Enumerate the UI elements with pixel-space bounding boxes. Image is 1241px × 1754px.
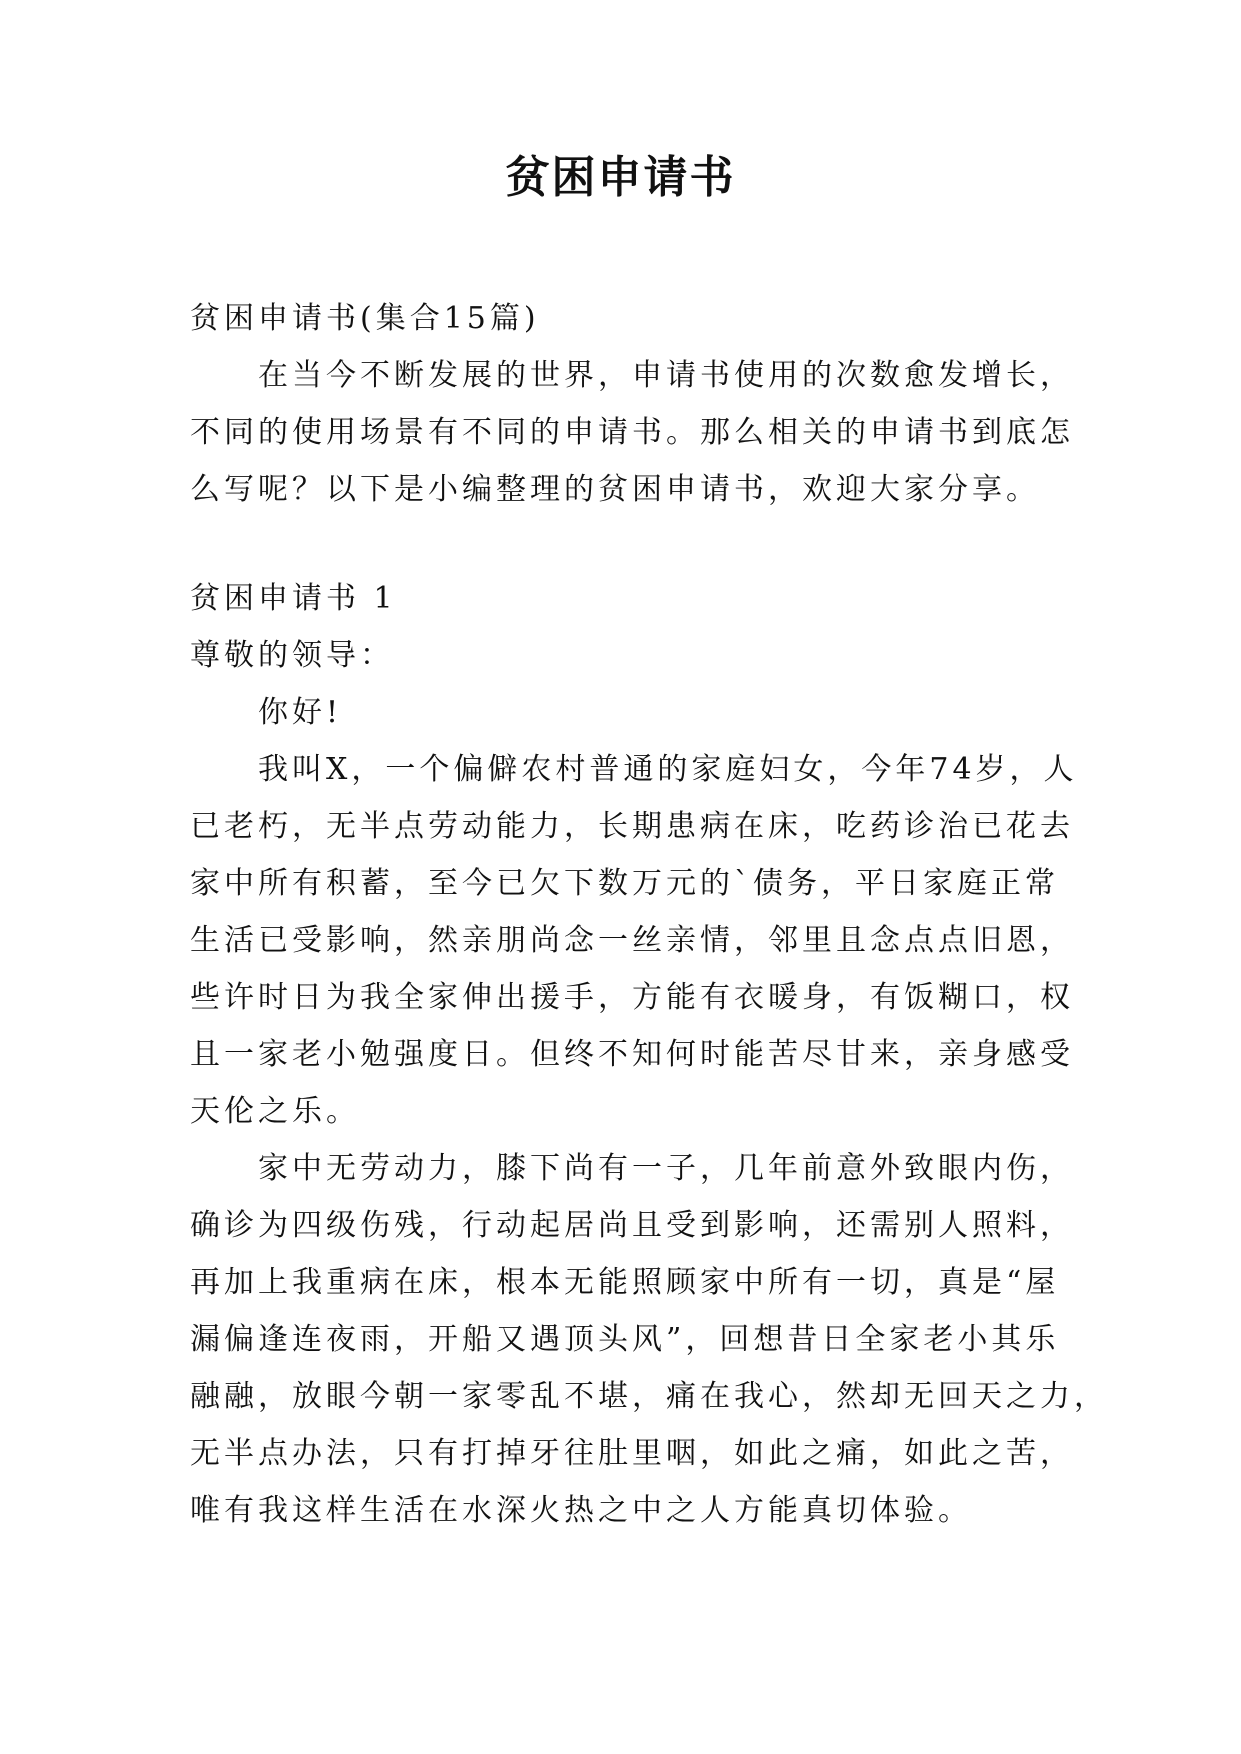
paragraph-line: 且一家老小勉强度日。但终不知何时能苦尽甘来，亲身感受 [190, 1037, 1074, 1072]
paragraph-line: 融融，放眼今朝一家零乱不堪，痛在我心，然却无回天之力， [190, 1379, 1108, 1414]
intro-line: 么写呢？以下是小编整理的贫困申请书，欢迎大家分享。 [190, 472, 1040, 507]
document-body [190, 290, 1108, 1539]
paragraph-line: 无半点办法，只有打掉牙往肚里咽，如此之痛，如此之苦， [190, 1436, 1074, 1471]
paragraph-line: 家中无劳动力，膝下尚有一子，几年前意外致眼内伤， [258, 1151, 1074, 1186]
paragraph-line: 家中所有积蓄，至今已欠下数万元的`债务，平日家庭正常 [190, 866, 1059, 901]
paragraph-line: 天伦之乐。 [190, 1094, 360, 1129]
intro-line: 不同的使用场景有不同的申请书。那么相关的申请书到底怎 [190, 415, 1074, 450]
paragraph-line: 漏偏逢连夜雨，开船又遇顶头风”，回想昔日全家老小其乐 [190, 1322, 1060, 1357]
intro-line: 在当今不断发展的世界，申请书使用的次数愈发增长， [258, 358, 1074, 393]
paragraph-line: 确诊为四级伤残，行动起居尚且受到影响，还需别人照料， [190, 1208, 1074, 1243]
paragraph-line: 些许时日为我全家伸出援手，方能有衣暖身，有饭糊口，权 [190, 980, 1074, 1015]
greeting: 你好! [258, 695, 343, 730]
paragraph-line: 生活已受影响，然亲朋尚念一丝亲情，邻里且念点点旧恩， [190, 923, 1074, 958]
document-title: 贫困申请书 [505, 152, 736, 203]
salutation: 尊敬的领导： [190, 638, 394, 673]
paragraph-line: 再加上我重病在床，根本无能照顾家中所有一切，真是“屋 [190, 1265, 1060, 1300]
paragraph-line: 唯有我这样生活在水深火热之中之人方能真切体验。 [190, 1493, 972, 1528]
section-heading: 贫困申请书 1 [190, 581, 397, 616]
paragraph-line: 已老朽，无半点劳动能力，长期患病在床，吃药诊治已花去 [190, 809, 1074, 844]
paragraph-line: 我叫X，一个偏僻农村普通的家庭妇女，今年74岁，人 [258, 752, 1078, 787]
section-spacer [190, 518, 1070, 570]
document-subtitle: 贫困申请书(集合15篇) [190, 301, 540, 336]
